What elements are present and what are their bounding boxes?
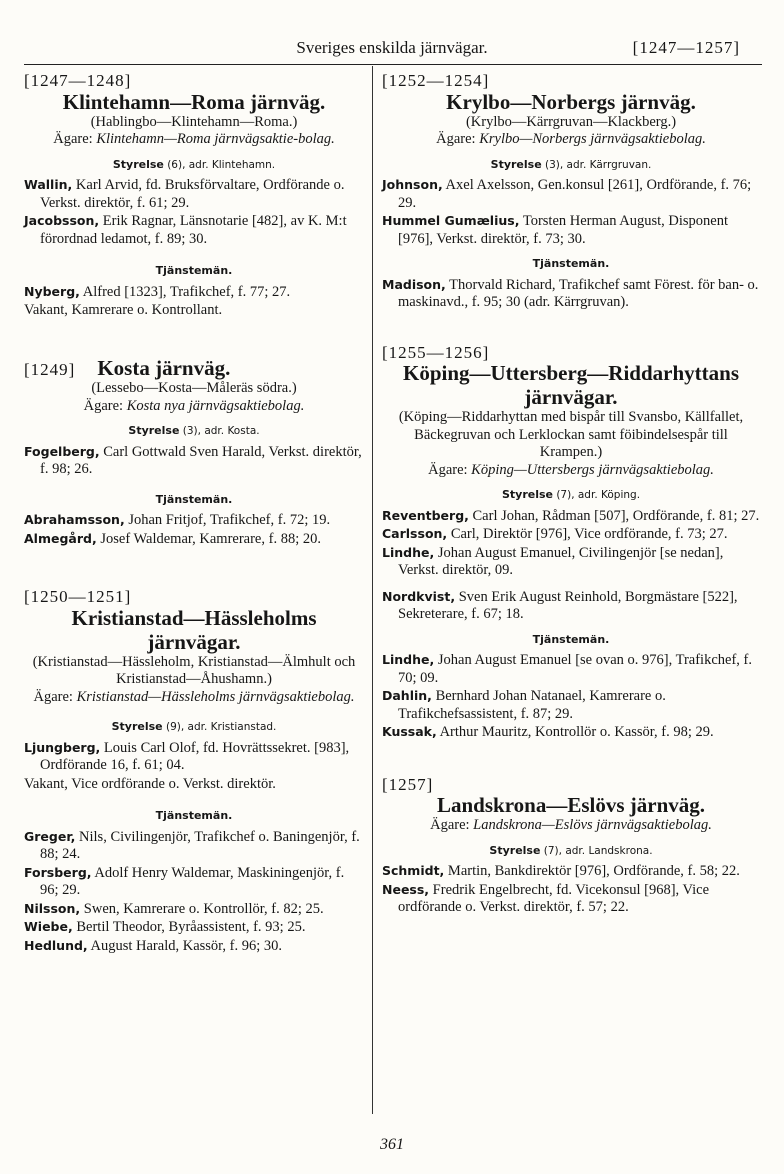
board-info: (7), adr. Landskrona. (543, 844, 653, 857)
person-text: August Harald, Kassör, f. 96; 30. (90, 937, 283, 954)
staff-member (24, 864, 364, 900)
owner-company: Krylbo—Norbergs järnvägsaktiebolag. (479, 131, 706, 147)
staff-heading (24, 807, 364, 826)
owner-company: Landskrona—Eslövs järnvägsaktiebolag. (473, 817, 712, 833)
running-head (0, 38, 784, 62)
entry-title: Kosta järnväg. (97, 355, 231, 380)
page-number: 361 (380, 1136, 404, 1153)
person-text: Swen, Kamrerare o. Kontrollör, f. 82; 25. (83, 900, 324, 917)
entry-ref: [1255—1256] (382, 342, 490, 362)
board-label: Styrelse (111, 720, 163, 733)
board-member (382, 212, 760, 248)
entry-owner (382, 817, 760, 835)
entry-owner (24, 689, 364, 707)
staff-member (24, 900, 364, 919)
entry-kristianstad-hassleholm (24, 588, 364, 955)
person-name: Madison, (382, 276, 446, 292)
person-name: Forsberg, (24, 864, 92, 880)
board-label: Styrelse (489, 843, 541, 857)
entry-title: Köping—Uttersberg—Riddarhyttans järnvägar. (402, 361, 739, 409)
board-heading (24, 718, 364, 737)
staff-member (382, 651, 760, 687)
staff-member (24, 530, 364, 549)
person-name: Hummel Gumælius, (382, 213, 520, 228)
owner-company: Kosta nya järnvägsaktiebolag. (126, 397, 305, 414)
person-name: Wiebe, (24, 919, 73, 934)
person-name: Nyberg, (24, 283, 80, 299)
board-member (382, 881, 760, 917)
entry-owner (24, 398, 364, 416)
staff-member (24, 918, 364, 937)
entry-title: Kristianstad—Hässleholms järnvägar. (71, 605, 317, 654)
entry-route: (Lessebo—Kosta—Måleräs södra.) (91, 380, 297, 396)
person-name: Reventberg, (382, 507, 469, 523)
board-member (382, 544, 760, 580)
person-name: Almegård, (24, 530, 97, 546)
person-name: Nilsson, (24, 900, 81, 916)
board-member (24, 443, 364, 479)
board-info: (3), adr. Kosta. (182, 425, 260, 437)
entry-owner (382, 131, 760, 149)
person-text: Fredrik Engelbrecht, fd. Vicekonsul [968], Vice ordförande o. Verkst. direktör, f. 57; 22. (398, 881, 710, 915)
person-name: Schmidt, (382, 863, 445, 878)
board-info: (3), adr. Kärrgruvan. (545, 158, 652, 171)
board-member (382, 176, 760, 212)
staff-label: Tjänstemän. (155, 492, 233, 506)
person-text: Vakant, Kamrerare o. Kontrollant. (24, 302, 223, 318)
left-column (24, 66, 364, 955)
person-text: Carl, Direktör [976], Vice ordförande, f. 73; 27. (450, 526, 728, 542)
right-column (382, 66, 760, 917)
person-text: Johan Fritjof, Trafikchef, f. 72; 19. (128, 512, 331, 528)
person-text: Sven Erik August Reinhold, Borgmästare [522], Sekreterare, f. 67; 18. (398, 588, 738, 622)
entry-owner (24, 131, 364, 149)
person-text: Louis Carl Olof, fd. Hovrättssekret. [983], Ordförande 16, f. 61; 04. (40, 739, 350, 773)
person-text: Johan August Emanuel, Civilingenjör [se nedan], Verkst. direktör, 09. (398, 544, 724, 578)
staff-member (24, 937, 364, 956)
entry-ref: [1247—1248] (24, 71, 132, 90)
staff-label: Tjänstemän. (532, 632, 610, 646)
person-name: Lindhe, (382, 544, 435, 560)
column-divider (372, 66, 373, 1114)
person-text: Carl Johan, Rådman [507], Ordförande, f. 81; 27. (472, 507, 760, 524)
board-member (382, 588, 760, 624)
board-label: Styrelse (112, 157, 164, 171)
owner-label: Ägare: (53, 131, 93, 147)
staff-member (24, 511, 364, 530)
entry-title: Landskrona—Eslövs järnväg. (436, 793, 706, 817)
staff-member (24, 828, 364, 864)
person-name: Johnson, (382, 177, 443, 192)
person-text: Thorvald Richard, Trafikchef samt Förest. för ban- o. maskinavd., f. 95; 30 (adr. Kärrgruvan). (398, 276, 759, 310)
staff-member (382, 723, 760, 742)
staff-label: Tjänstemän. (155, 809, 233, 822)
person-name: Hedlund, (24, 937, 88, 953)
person-text: Johan August Emanuel [se ovan o. 976], Trafikchef, f. 70; 09. (398, 652, 752, 686)
entry-route: (Hablingbo—Klintehamn—Roma.) (90, 113, 298, 130)
owner-label: Ägare: (428, 461, 468, 478)
board-label: Styrelse (501, 488, 553, 501)
owner-label: Ägare: (83, 397, 124, 414)
entry-landskrona-eslov (382, 776, 760, 917)
person-text: Josef Waldemar, Kamrerare, f. 88; 20. (100, 530, 321, 547)
staff-label: Tjänstemän. (155, 264, 233, 277)
owner-label: Ägare: (430, 817, 470, 833)
person-name: Fogelberg, (24, 443, 100, 459)
staff-label: Tjänstemän. (532, 257, 610, 270)
staff-member (24, 283, 364, 302)
person-text: Martin, Bankdirektör [976], Ordförande, f. 58; 22. (447, 863, 740, 879)
board-heading (382, 486, 760, 505)
staff-member (382, 276, 760, 312)
person-name: Abrahamsson, (24, 512, 125, 527)
staff-heading (24, 491, 364, 510)
board-member (24, 739, 364, 775)
board-member (24, 212, 364, 248)
entry-koping-uttersberg (382, 344, 760, 742)
board-heading (24, 156, 364, 175)
person-text: Carl Gottwald Sven Harald, Verkst. direktör, f. 98; 26. (40, 443, 362, 477)
staff-heading (382, 631, 760, 650)
staff-heading (382, 255, 760, 274)
board-info: (9), adr. Kristianstad. (165, 721, 277, 733)
owner-company: Klintehamn—Roma järnvägsaktie-bolag. (96, 131, 335, 147)
staff-member (24, 301, 364, 320)
owner-company: Köping—Uttersbergs järnvägsaktiebolag. (471, 461, 714, 478)
header-rule (24, 64, 762, 65)
person-text: Axel Axelsson, Gen.konsul [261], Ordförande, f. 76; 29. (398, 177, 752, 211)
person-text: Bernhard Johan Natanael, Kamrerare o. Trafikchefsassistent, f. 87; 29. (398, 688, 666, 722)
person-text: Torsten Herman August, Disponent [976], Verkst. direktör, f. 73; 30. (398, 213, 729, 247)
person-text: Erik Ragnar, Länsnotarie [482], av K. M:t förordnad ledamot, f. 89; 30. (40, 213, 347, 247)
board-member (382, 525, 760, 544)
staff-heading (24, 262, 364, 281)
person-text: Bertil Theodor, Byråassistent, f. 93; 25. (76, 919, 306, 935)
person-name: Kussak, (382, 724, 437, 739)
entry-owner (382, 462, 760, 480)
person-text: Adolf Henry Waldemar, Maskiningenjör, f. 96; 29. (40, 864, 345, 898)
board-info: (6), adr. Klintehamn. (167, 158, 276, 171)
entry-kosta (24, 355, 364, 549)
owner-company: Kristianstad—Hässleholms järnvägsaktiebolag. (76, 688, 355, 705)
person-text: Arthur Mauritz, Kontrollör o. Kassör, f. 98; 29. (439, 724, 714, 740)
board-member (24, 775, 364, 794)
entry-krylbo-norberg (382, 72, 760, 312)
person-text: Karl Arvid, fd. Bruksförvaltare, Ordförande o. Verkst. direktör, f. 61; 29. (40, 177, 345, 211)
entry-ref: [1252—1254] (382, 71, 490, 90)
board-heading (382, 842, 760, 861)
person-text: Vakant, Vice ordförande o. Verkst. direktör. (24, 775, 276, 792)
board-label: Styrelse (490, 157, 542, 171)
person-name: Jacobsson, (24, 213, 100, 228)
person-name: Carlsson, (382, 526, 448, 541)
entry-ref: [1249] (24, 359, 76, 379)
board-heading (382, 156, 760, 175)
person-name: Lindhe, (382, 652, 435, 667)
board-member (382, 862, 760, 881)
owner-label: Ägare: (33, 688, 73, 705)
running-title: Sveriges enskilda järnvägar. (296, 38, 488, 57)
person-name: Nordkvist, (382, 588, 456, 604)
board-member (24, 176, 364, 212)
person-name: Dahlin, (382, 688, 432, 703)
entry-ref: [1250—1251] (24, 587, 132, 606)
person-name: Ljungberg, (24, 739, 101, 755)
board-heading (24, 422, 364, 441)
entry-ref: [1257] (382, 774, 434, 794)
entry-route: (Krylbo—Kärrgruvan—Klackberg.) (465, 113, 677, 130)
entry-route: (Köping—Riddarhyttan med bispår till Svansbo, Källfallet, Bäckegruvan och Lerklockan samt föibindelsespår till Krampen.) (398, 409, 744, 460)
running-range: [1247—1257] (632, 38, 740, 57)
person-text: Nils, Civilingenjör, Trafikchef o. Baningenjör, f. 88; 24. (40, 828, 360, 862)
board-member (382, 507, 760, 526)
owner-label: Ägare: (436, 131, 476, 147)
staff-member (382, 687, 760, 723)
entry-heading-line (24, 355, 364, 381)
board-label: Styrelse (128, 424, 180, 437)
entry-title: Klintehamn—Roma järnväg. (62, 89, 326, 114)
entry-klintehamn-roma (24, 72, 364, 320)
board-info: (7), adr. Köping. (556, 489, 641, 501)
entry-title: Krylbo—Norbergs järnväg. (446, 89, 696, 114)
person-text: Alfred [1323], Trafikchef, f. 77; 27. (82, 283, 291, 300)
entry-route: (Kristianstad—Hässleholm, Kristianstad—Älmhult och Kristianstad—Åhushamn.) (32, 653, 356, 687)
person-name: Greger, (24, 828, 76, 844)
person-name: Neess, (382, 881, 430, 897)
person-name: Wallin, (24, 177, 73, 192)
